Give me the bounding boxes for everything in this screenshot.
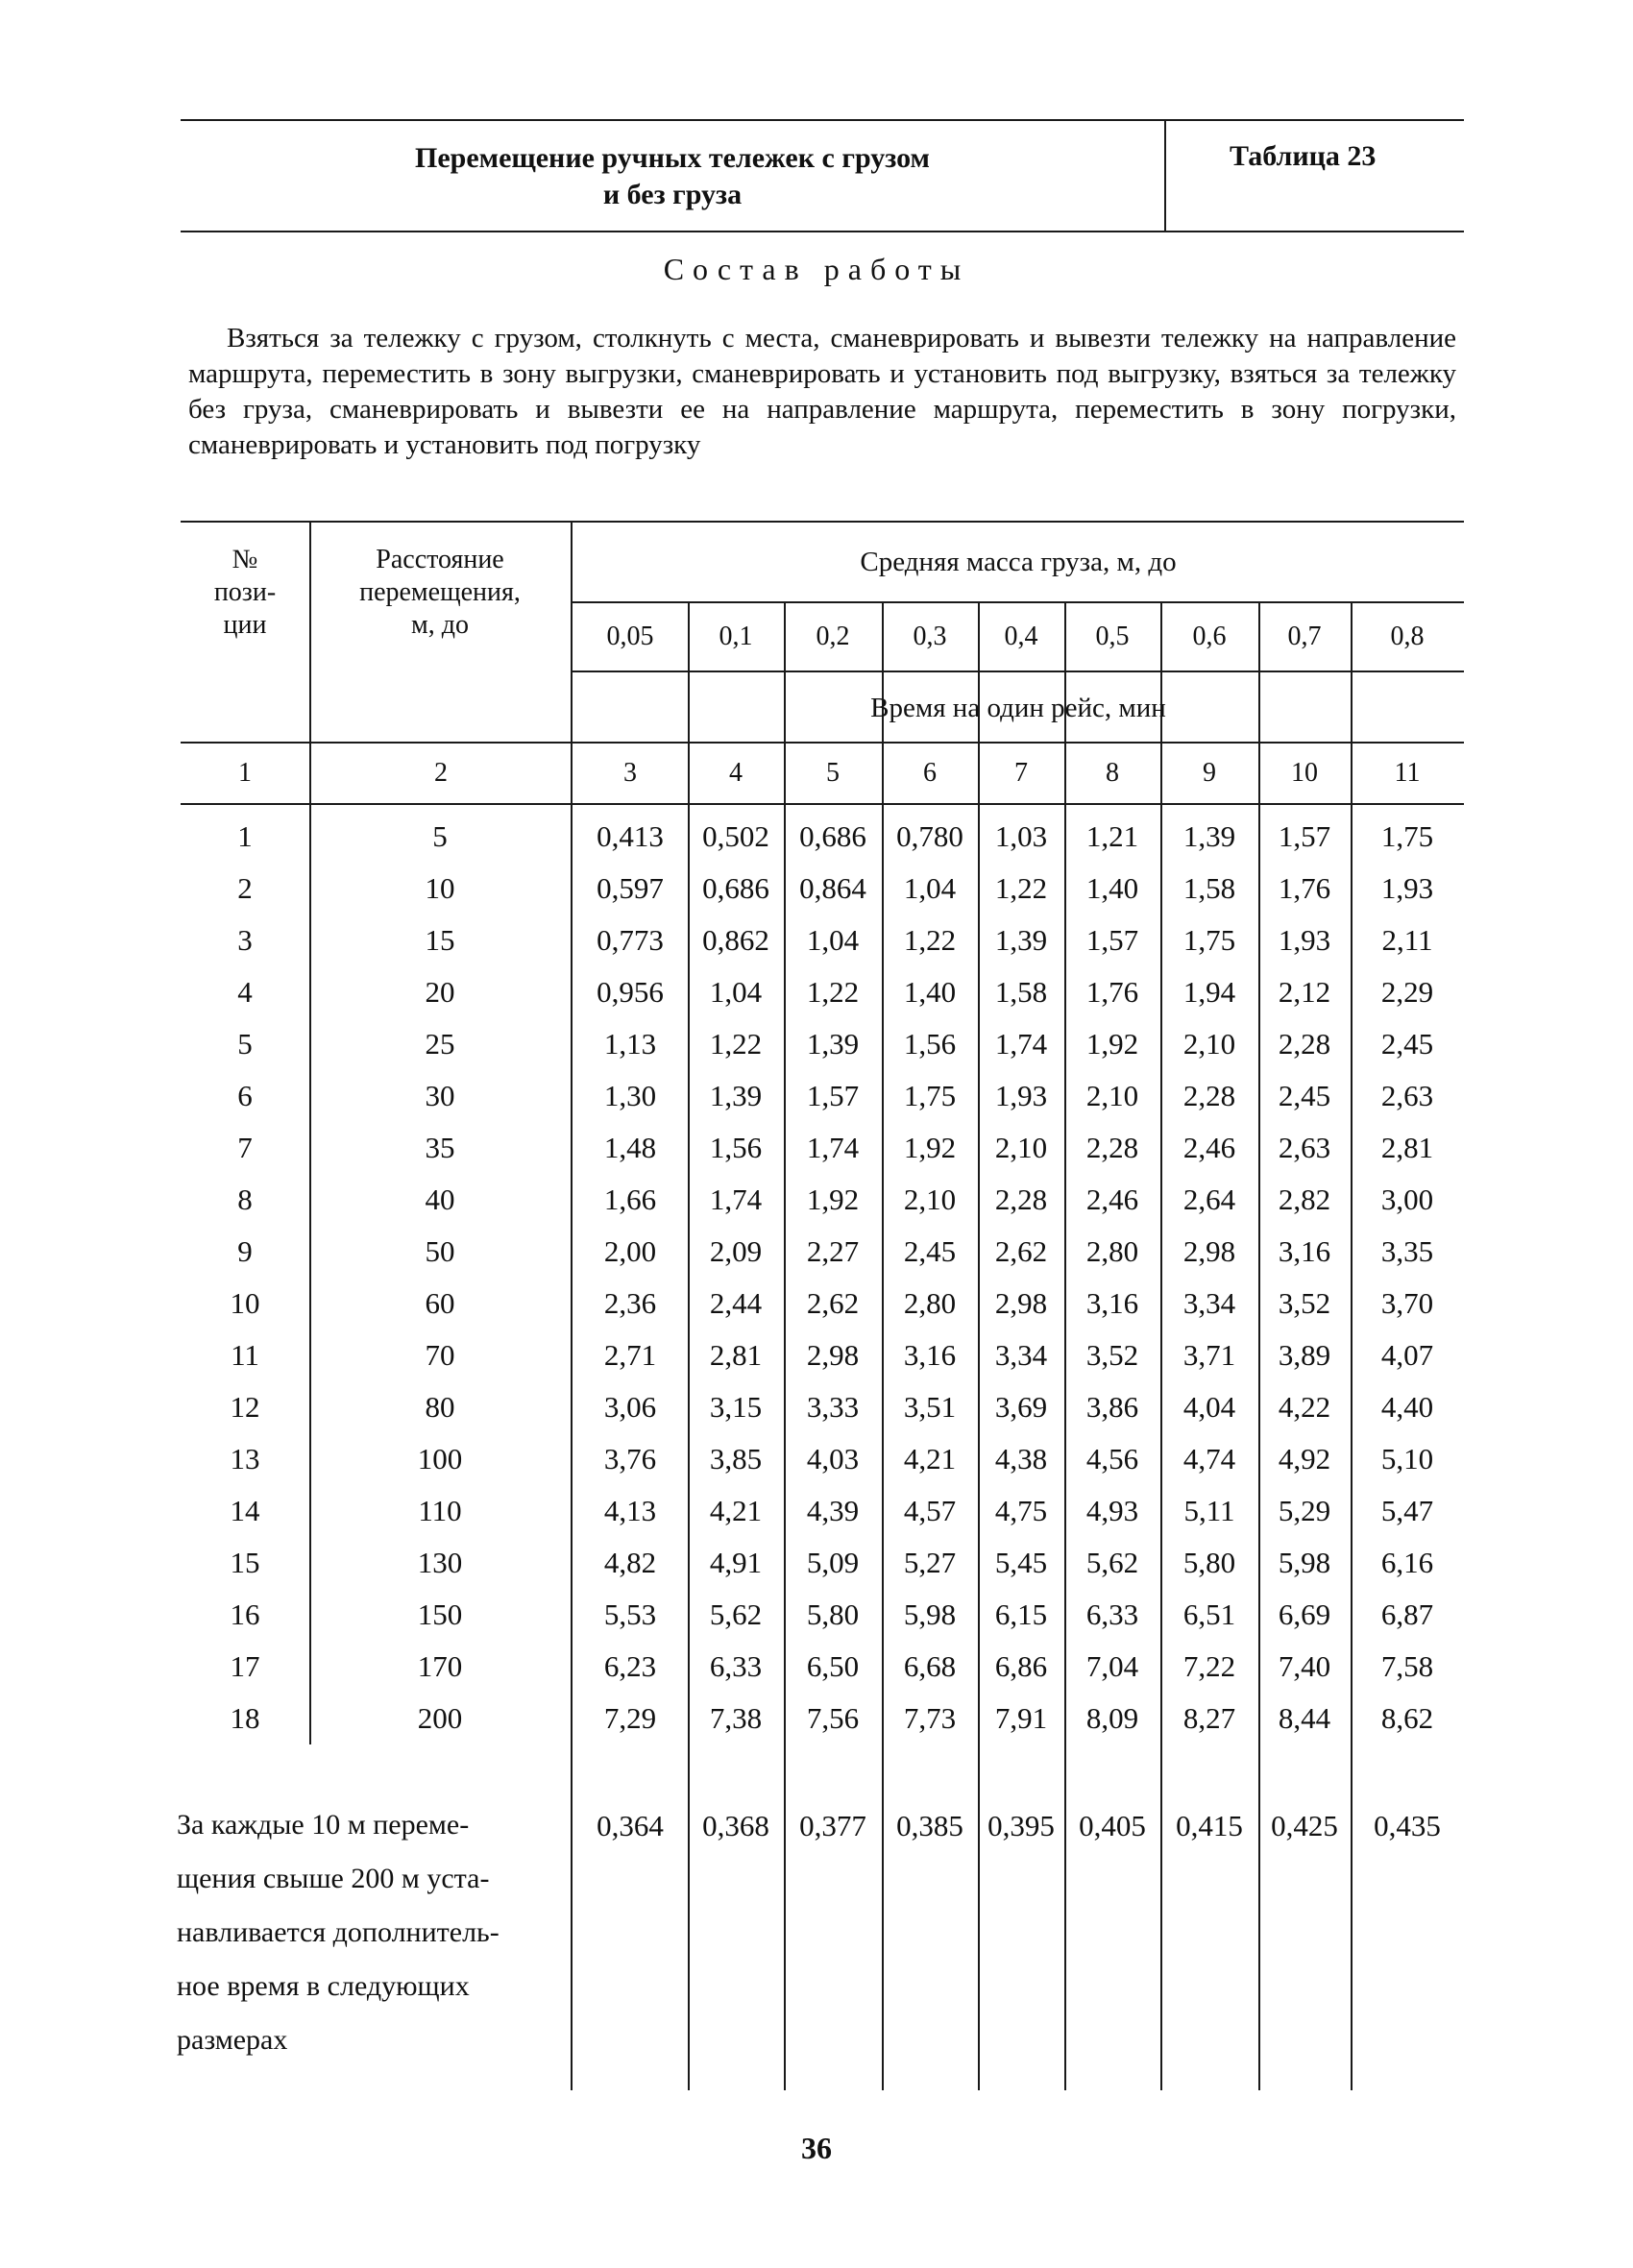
row-time-value: 2,28	[1278, 1027, 1331, 1061]
row-time-value: 5,98	[1278, 1546, 1331, 1579]
mass-value-2: 0,1	[719, 622, 753, 651]
table-label: Таблица 23	[1230, 140, 1377, 172]
row-position: 3	[237, 923, 253, 957]
row-time-value: 2,27	[806, 1234, 860, 1268]
row-distance: 170	[417, 1649, 463, 1683]
row-time-value: 6,86	[994, 1649, 1048, 1683]
row-time-value: 2,45	[1380, 1027, 1434, 1061]
row-time-value: 2,28	[1085, 1131, 1139, 1164]
mass-value-3: 0,2	[816, 622, 850, 651]
row-time-value: 2,71	[603, 1338, 657, 1372]
row-time-value: 1,93	[1278, 923, 1331, 957]
row-time-value: 1,22	[709, 1027, 763, 1061]
row-time-value: 5,53	[603, 1597, 657, 1631]
row-time-value: 1,57	[1085, 923, 1139, 957]
row-distance: 110	[418, 1494, 462, 1527]
row-time-value: 1,94	[1182, 975, 1236, 1009]
row-time-value: 3,35	[1380, 1234, 1434, 1268]
row-distance: 40	[425, 1183, 455, 1216]
row-time-value: 2,64	[1182, 1183, 1236, 1216]
col-position-line-2: пози-	[213, 577, 277, 607]
row-time-value: 4,04	[1182, 1390, 1236, 1424]
extra-note-line-5: размерах	[177, 2024, 288, 2056]
section-heading: Состав работы	[663, 252, 970, 286]
row-time-value: 1,39	[994, 923, 1048, 957]
extra-time-value: 0,364	[597, 1809, 664, 1842]
row-time-value: 0,773	[597, 923, 664, 957]
header-top-rule	[181, 119, 1464, 121]
row-distance: 70	[425, 1338, 455, 1372]
row-distance: 5	[432, 819, 448, 853]
row-time-value: 3,16	[903, 1338, 957, 1372]
row-time-value: 2,81	[1380, 1131, 1434, 1164]
row-time-value: 1,22	[903, 923, 957, 957]
row-time-value: 2,28	[994, 1183, 1048, 1216]
row-time-value: 1,76	[1085, 975, 1139, 1009]
row-time-value: 2,00	[603, 1234, 657, 1268]
row-time-value: 1,76	[1278, 871, 1331, 905]
row-time-value: 1,75	[903, 1079, 957, 1112]
row-time-value: 6,50	[806, 1649, 860, 1683]
row-time-value: 0,597	[597, 871, 664, 905]
row-time-value: 1,03	[994, 819, 1048, 853]
extra-time-value: 0,415	[1176, 1809, 1243, 1842]
row-time-value: 5,09	[806, 1546, 860, 1579]
row-time-value: 3,06	[603, 1390, 657, 1424]
row-time-value: 1,56	[903, 1027, 957, 1061]
row-distance: 200	[417, 1701, 463, 1735]
row-time-value: 3,76	[603, 1442, 657, 1475]
row-time-value: 2,62	[806, 1286, 860, 1320]
row-position: 13	[230, 1442, 260, 1475]
row-time-value: 1,39	[1182, 819, 1236, 853]
row-time-value: 2,09	[709, 1234, 763, 1268]
row-time-value: 1,21	[1085, 819, 1139, 853]
column-number-6: 6	[923, 758, 937, 788]
row-time-value: 1,40	[903, 975, 957, 1009]
row-time-value: 2,80	[903, 1286, 957, 1320]
extra-time-value: 0,425	[1271, 1809, 1338, 1842]
row-distance: 20	[425, 975, 455, 1009]
extra-note-line-1: За каждые 10 м переме-	[177, 1809, 470, 1841]
row-time-value: 2,82	[1278, 1183, 1331, 1216]
mass-value-9: 0,8	[1390, 622, 1425, 651]
row-time-value: 2,62	[994, 1234, 1048, 1268]
row-time-value: 1,58	[1182, 871, 1236, 905]
row-time-value: 0,862	[702, 923, 769, 957]
row-time-value: 6,51	[1182, 1597, 1236, 1631]
row-time-value: 1,22	[806, 975, 860, 1009]
row-time-value: 7,04	[1085, 1649, 1139, 1683]
row-distance: 150	[417, 1597, 463, 1631]
row-time-value: 1,56	[709, 1131, 763, 1164]
row-time-value: 0,864	[799, 871, 866, 905]
mass-value-8: 0,7	[1287, 622, 1322, 651]
row-time-value: 7,56	[806, 1701, 860, 1735]
row-time-value: 1,22	[994, 871, 1048, 905]
row-position: 7	[237, 1131, 253, 1164]
mass-values-rule	[573, 671, 1464, 672]
row-time-value: 1,39	[806, 1027, 860, 1061]
row-distance: 130	[417, 1546, 463, 1579]
row-time-value: 6,33	[709, 1649, 763, 1683]
row-time-value: 2,29	[1380, 975, 1434, 1009]
row-time-value: 4,21	[903, 1442, 957, 1475]
row-time-value: 2,81	[709, 1338, 763, 1372]
row-time-value: 4,39	[806, 1494, 860, 1527]
row-position: 1	[237, 819, 253, 853]
row-time-value: 0,686	[702, 871, 769, 905]
row-time-value: 4,22	[1278, 1390, 1331, 1424]
row-time-value: 5,45	[994, 1546, 1048, 1579]
extra-time-value: 0,385	[896, 1809, 963, 1842]
row-time-value: 8,09	[1085, 1701, 1139, 1735]
row-time-value: 5,62	[709, 1597, 763, 1631]
extra-note	[177, 1798, 569, 2067]
row-time-value: 4,57	[903, 1494, 957, 1527]
row-time-value: 4,93	[1085, 1494, 1139, 1527]
column-number-9: 9	[1203, 758, 1216, 788]
row-position: 11	[231, 1338, 259, 1372]
row-distance: 50	[425, 1234, 455, 1268]
column-number-4: 4	[729, 758, 743, 788]
row-position: 5	[237, 1027, 253, 1061]
mass-value-6: 0,5	[1095, 622, 1130, 651]
row-time-value: 4,21	[709, 1494, 763, 1527]
row-distance: 15	[425, 923, 455, 957]
mass-header: Средняя масса груза, м, до	[860, 547, 1177, 577]
row-time-value: 2,80	[1085, 1234, 1139, 1268]
row-time-value: 3,71	[1182, 1338, 1236, 1372]
mass-value-1: 0,05	[606, 622, 654, 651]
row-time-value: 1,92	[1085, 1027, 1139, 1061]
row-time-value: 2,12	[1278, 975, 1331, 1009]
col-distance-header	[309, 544, 571, 642]
row-time-value: 2,98	[994, 1286, 1048, 1320]
row-position: 8	[237, 1183, 253, 1216]
row-distance: 60	[425, 1286, 455, 1320]
row-time-value: 2,63	[1380, 1079, 1434, 1112]
row-time-value: 2,10	[1085, 1079, 1139, 1112]
row-time-value: 1,75	[1380, 819, 1434, 853]
row-time-value: 5,10	[1380, 1442, 1434, 1475]
row-time-value: 2,10	[903, 1183, 957, 1216]
row-time-value: 6,16	[1380, 1546, 1434, 1579]
work-description: Взяться за тележку с грузом, столкнуть с места, сманеврировать и вывезти тележку на направление маршрута, переместить в зону выгрузки, сманеврировать и установить под выгрузку, взяться за тележку без груза, сманеврировать и вывезти ее на направление маршрута, переместить в зону погрузки, сманеврировать и установить под погрузку	[188, 323, 1456, 460]
row-time-value: 0,956	[597, 975, 664, 1009]
row-time-value: 1,58	[994, 975, 1048, 1009]
row-position: 15	[230, 1546, 260, 1579]
mass-header-rule	[573, 601, 1464, 603]
row-time-value: 7,22	[1182, 1649, 1236, 1683]
row-position: 2	[237, 871, 253, 905]
row-time-value: 1,04	[709, 975, 763, 1009]
row-time-value: 0,502	[702, 819, 769, 853]
column-number-11: 11	[1394, 758, 1421, 788]
row-time-value: 5,29	[1278, 1494, 1331, 1527]
row-time-value: 3,00	[1380, 1183, 1434, 1216]
extra-time-value: 0,395	[987, 1809, 1055, 1842]
row-position: 9	[237, 1234, 253, 1268]
row-time-value: 4,91	[709, 1546, 763, 1579]
row-position: 4	[237, 975, 253, 1009]
row-time-value: 3,34	[994, 1338, 1048, 1372]
row-time-value: 2,36	[603, 1286, 657, 1320]
row-time-value: 7,91	[994, 1701, 1048, 1735]
row-time-value: 7,73	[903, 1701, 957, 1735]
page-title-line-2: и без груза	[602, 179, 743, 210]
row-time-value: 2,45	[903, 1234, 957, 1268]
mass-value-4: 0,3	[913, 622, 947, 651]
row-time-value: 5,27	[903, 1546, 957, 1579]
row-distance: 10	[425, 871, 455, 905]
extra-time-value: 0,368	[702, 1809, 769, 1842]
row-time-value: 3,70	[1380, 1286, 1434, 1320]
extra-note-line-3: навливается дополнитель-	[177, 1916, 500, 1948]
row-time-value: 1,39	[709, 1079, 763, 1112]
row-distance: 25	[425, 1027, 455, 1061]
mass-value-7: 0,6	[1192, 622, 1227, 651]
row-time-value: 4,38	[994, 1442, 1048, 1475]
row-time-value: 6,15	[994, 1597, 1048, 1631]
header-divider	[1164, 119, 1166, 231]
row-time-value: 0,780	[896, 819, 963, 853]
row-time-value: 3,52	[1278, 1286, 1331, 1320]
row-time-value: 8,62	[1380, 1701, 1434, 1735]
row-time-value: 4,13	[603, 1494, 657, 1527]
row-time-value: 3,34	[1182, 1286, 1236, 1320]
colnum-bottom-rule	[181, 803, 1464, 805]
row-time-value: 6,33	[1085, 1597, 1139, 1631]
row-time-value: 4,82	[603, 1546, 657, 1579]
extra-time-value: 0,435	[1374, 1809, 1441, 1842]
col-distance-line-2: перемещения,	[359, 577, 521, 607]
row-position: 14	[230, 1494, 260, 1527]
row-time-value: 3,69	[994, 1390, 1048, 1424]
row-time-value: 1,13	[603, 1027, 657, 1061]
row-time-value: 4,07	[1380, 1338, 1434, 1372]
row-time-value: 6,23	[603, 1649, 657, 1683]
page-title	[240, 140, 1105, 213]
row-time-value: 3,16	[1085, 1286, 1139, 1320]
row-time-value: 4,40	[1380, 1390, 1434, 1424]
col-distance-line-1: Расстояние	[376, 545, 504, 574]
header-bottom-rule	[181, 231, 1464, 232]
row-time-value: 5,80	[806, 1597, 860, 1631]
row-position: 10	[230, 1286, 260, 1320]
row-time-value: 3,33	[806, 1390, 860, 1424]
row-time-value: 1,93	[994, 1079, 1048, 1112]
row-time-value: 1,66	[603, 1183, 657, 1216]
row-time-value: 4,92	[1278, 1442, 1331, 1475]
row-time-value: 5,80	[1182, 1546, 1236, 1579]
page-title-line-1: Перемещение ручных тележек с грузом	[415, 142, 930, 174]
row-distance: 100	[417, 1442, 463, 1475]
row-time-value: 3,85	[709, 1442, 763, 1475]
row-position: 16	[230, 1597, 260, 1631]
row-distance: 30	[425, 1079, 455, 1112]
row-time-value: 4,03	[806, 1442, 860, 1475]
row-time-value: 3,16	[1278, 1234, 1331, 1268]
column-number-10: 10	[1291, 758, 1318, 788]
row-time-value: 1,48	[603, 1131, 657, 1164]
row-time-value: 0,413	[597, 819, 664, 853]
row-time-value: 2,46	[1182, 1131, 1236, 1164]
row-time-value: 1,57	[806, 1079, 860, 1112]
row-time-value: 1,30	[603, 1079, 657, 1112]
row-time-value: 7,40	[1278, 1649, 1331, 1683]
row-time-value: 1,93	[1380, 871, 1434, 905]
extra-time-value: 0,405	[1079, 1809, 1146, 1842]
column-number-3: 3	[623, 758, 637, 788]
row-time-value: 4,56	[1085, 1442, 1139, 1475]
row-time-value: 7,58	[1380, 1649, 1434, 1683]
row-time-value: 1,75	[1182, 923, 1236, 957]
row-time-value: 1,04	[806, 923, 860, 957]
row-time-value: 5,62	[1085, 1546, 1139, 1579]
extra-note-line-2: щения свыше 200 м уста-	[177, 1863, 490, 1894]
row-time-value: 6,69	[1278, 1597, 1331, 1631]
row-time-value: 2,10	[1182, 1027, 1236, 1061]
column-number-5: 5	[826, 758, 840, 788]
row-position: 12	[230, 1390, 260, 1424]
row-time-value: 2,98	[806, 1338, 860, 1372]
row-time-value: 5,98	[903, 1597, 957, 1631]
column-number-7: 7	[1014, 758, 1028, 788]
row-time-value: 2,45	[1278, 1079, 1331, 1112]
row-time-value: 7,38	[709, 1701, 763, 1735]
row-time-value: 2,98	[1182, 1234, 1236, 1268]
row-time-value: 6,68	[903, 1649, 957, 1683]
row-time-value: 6,87	[1380, 1597, 1434, 1631]
page-number: 36	[801, 2131, 832, 2165]
row-time-value: 2,44	[709, 1286, 763, 1320]
col-distance-line-3: м, до	[411, 610, 469, 640]
row-time-value: 2,28	[1182, 1079, 1236, 1112]
table-top-rule	[181, 521, 1464, 523]
row-time-value: 3,52	[1085, 1338, 1139, 1372]
row-time-value: 1,74	[709, 1183, 763, 1216]
row-time-value: 1,92	[903, 1131, 957, 1164]
row-time-value: 2,10	[994, 1131, 1048, 1164]
row-time-value: 4,74	[1182, 1442, 1236, 1475]
row-time-value: 2,46	[1085, 1183, 1139, 1216]
row-position: 18	[230, 1701, 260, 1735]
row-time-value: 3,86	[1085, 1390, 1139, 1424]
row-time-value: 1,74	[806, 1131, 860, 1164]
extra-time-value: 0,377	[799, 1809, 866, 1842]
row-distance: 35	[425, 1131, 455, 1164]
time-header: Время на один рейс, мин	[870, 693, 1166, 723]
column-number-1: 1	[238, 758, 252, 788]
row-distance: 80	[425, 1390, 455, 1424]
row-time-value: 3,15	[709, 1390, 763, 1424]
col-position-header	[181, 544, 309, 642]
colnum-top-rule	[181, 742, 1464, 744]
column-number-8: 8	[1106, 758, 1119, 788]
row-position: 17	[230, 1649, 260, 1683]
column-number-2: 2	[434, 758, 448, 788]
row-time-value: 4,75	[994, 1494, 1048, 1527]
row-time-value: 8,27	[1182, 1701, 1236, 1735]
col-position-line-3: ции	[223, 610, 267, 640]
row-time-value: 5,11	[1183, 1494, 1235, 1527]
row-time-value: 1,40	[1085, 871, 1139, 905]
row-time-value: 2,11	[1381, 923, 1433, 957]
col-position-line-1: №	[232, 545, 258, 574]
row-time-value: 1,04	[903, 871, 957, 905]
row-time-value: 8,44	[1278, 1701, 1331, 1735]
row-time-value: 7,29	[603, 1701, 657, 1735]
row-time-value: 2,63	[1278, 1131, 1331, 1164]
row-position: 6	[237, 1079, 253, 1112]
row-time-value: 1,74	[994, 1027, 1048, 1061]
row-time-value: 0,686	[799, 819, 866, 853]
row-time-value: 1,57	[1278, 819, 1331, 853]
row-time-value: 3,51	[903, 1390, 957, 1424]
mass-value-5: 0,4	[1004, 622, 1038, 651]
row-time-value: 5,47	[1380, 1494, 1434, 1527]
row-time-value: 3,89	[1278, 1338, 1331, 1372]
row-time-value: 1,92	[806, 1183, 860, 1216]
extra-note-line-4: ное время в следующих	[177, 1970, 470, 2002]
